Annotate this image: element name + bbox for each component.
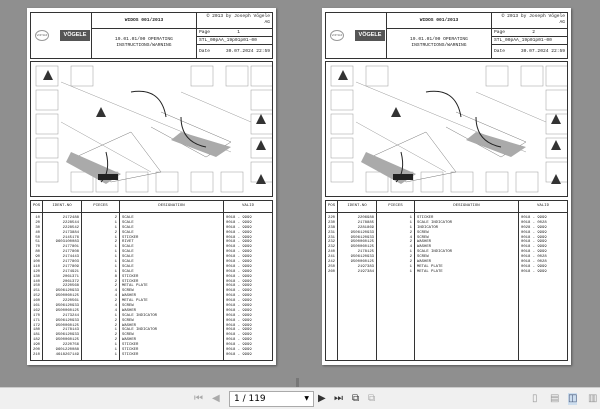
cell-pos: 100 [32,260,40,265]
cell-pieces: 1 [114,264,117,269]
cell-valid: 0018 - 0028 [521,220,547,225]
cell-pieces: 1 [409,216,412,220]
cell-designation: WASHER [122,323,137,328]
cell-designation: WASHER [417,260,432,265]
cell-valid: 0018 - 9999 [226,348,252,353]
subtitle-line1: 19.01.01/00 OPERATING [115,37,173,42]
cell-pieces: 4 [114,308,117,313]
document-title: WIDOS 001/2013 [387,13,491,29]
cell-pieces: 1 [114,328,117,333]
scrollbar-thumb[interactable] [296,378,299,387]
date-value: 30.07.2024 22:59 [225,48,270,54]
column-header-designation: DESIGNATION [120,201,224,212]
cell-pos: 232 [327,245,335,250]
cell-pieces: 2 [409,230,412,235]
cell-ident-no: 2061372 [62,279,79,284]
cell-designation: SCREW [417,235,429,240]
cell-valid: 0018 - 9999 [521,250,547,255]
cell-ident-no: 2173244 [62,313,79,318]
cell-designation: SCREW [417,230,429,235]
cell-ident-no: 2177801 [62,245,79,250]
two-page-icon[interactable]: ◫ [568,393,578,404]
cell-pieces: 1 [409,269,412,274]
next-page-icon[interactable]: ▶ [318,393,326,404]
wirtgen-seal-logo: WIRTGEN [330,30,344,41]
cell-valid: 0018 - 9999 [226,352,252,357]
cell-valid: 0028 - 9999 [521,225,547,230]
cell-valid: 0018 - 9999 [226,230,252,235]
figure-frame [30,61,273,197]
cell-valid: 0018 - 9999 [226,294,252,299]
cell-pieces: 2 [114,279,117,284]
cell-ident-no: 9500060125 [350,240,374,245]
cell-valid: 0018 - 9999 [521,245,547,250]
column-header-pieces: PIECES [82,201,120,212]
cell-pieces: 2 [114,284,117,289]
cell-designation: SCALE INDICATOR [122,313,158,318]
parts-table [325,200,568,361]
cell-designation: SCREW [417,255,429,260]
cell-ident-no: 2197383 [357,264,374,269]
cell-pos: 40 [35,230,40,235]
document-header [30,12,273,59]
cell-ident-no: 2197384 [357,269,374,274]
cell-pos: 181 [32,333,40,338]
cell-ident-no: 9506120933 [55,318,79,323]
cell-pos: 10 [35,216,40,220]
column-header-ident-no: IDENT-NO [43,201,82,212]
cell-valid: 0018 - 9999 [226,328,252,333]
cell-pos: 140 [32,279,40,284]
previous-page-icon[interactable]: ◀ [212,393,220,404]
cell-ident-no: 9500060125 [55,308,79,313]
cell-valid: 0018 - 9999 [226,333,252,338]
cell-designation: SCALE INDICATOR [417,220,453,225]
cell-ident-no: 9500060125 [350,260,374,265]
table-column [326,213,338,360]
cell-designation: SCALE INDICATOR [122,328,158,333]
cell-pieces: 4 [409,235,412,240]
cell-designation: RIVET [122,240,134,245]
cell-valid: 0018 - 9999 [521,269,547,274]
cell-pieces: 1 [114,260,117,265]
cell-designation: SCALE [122,225,134,230]
table-header [31,201,272,213]
cell-pos: 130 [32,274,40,279]
cell-designation: SCALE [122,220,134,225]
cell-ident-no: 2178885 [357,220,374,225]
cell-designation: METAL PLATE [122,299,148,304]
cell-pieces: 2 [114,240,117,245]
cell-pieces: 4 [114,304,117,309]
subtitle-line2: INSTRUCTIONS/WARNING [116,43,172,48]
cell-valid: 0018 - 9999 [226,343,252,348]
copyright: © 2013 by Joseph Vögele AG [206,14,270,25]
cell-designation: METAL PLATE [122,284,148,289]
exploded-view-illustration [31,62,272,196]
cell-pieces: 1 [114,255,117,260]
cell-pieces: 2 [409,255,412,260]
cell-ident-no: 9506120933 [55,333,79,338]
date-value: 30.07.2024 22:59 [520,48,565,54]
cell-pos: 150 [32,284,40,289]
table-header [326,201,567,213]
vogele-logo: VÖGELE [355,30,385,41]
cell-pos: 172 [32,323,40,328]
cell-pos: 182 [32,338,40,343]
cell-valid: 0018 - 0028 [521,255,547,260]
cell-valid: 0018 - 9999 [226,225,252,230]
column-header-pos: POS [326,201,338,212]
cell-ident-no: 9506120933 [350,255,374,260]
cell-pieces: 2 [409,240,412,245]
cell-valid: 0018 - 9999 [226,284,252,289]
cell-pos: 160 [32,299,40,304]
cell-pos: 120 [32,269,40,274]
cell-pos: 240 [327,250,335,255]
column-header-ident-no: IDENT-NO [338,201,377,212]
cell-pos: 242 [327,260,335,265]
cell-pos: 70 [35,245,40,250]
cell-valid: 0018 - 9999 [226,264,252,269]
table-column [377,213,415,360]
cell-pos: 200 [32,348,40,353]
cell-pos: 238 [327,225,335,230]
cell-pos: 180 [32,328,40,333]
cell-pieces: 1 [114,348,117,353]
cell-designation: SCREW [122,289,134,294]
cell-pos: 260 [327,269,335,274]
cell-ident-no: 9500060125 [55,294,79,299]
doc-code: STL_00pAA_19p01p01-00 [494,38,552,43]
cell-designation: SCALE [122,230,134,235]
figure-frame [325,61,568,197]
cell-ident-no: 2177809 [62,264,79,269]
cell-designation: INDICATOR [417,225,439,230]
cell-designation: SCREW [122,333,134,338]
doc-code: STL_00pAA_19p01p01-00 [199,38,257,43]
cell-ident-no: 2174921 [62,269,79,274]
logo-area [326,13,387,58]
cell-pos: 231 [327,230,335,235]
cell-pieces: 2 [114,230,117,235]
cell-valid: 0018 - 9999 [226,274,252,279]
cell-ident-no: 9506120933 [350,235,374,240]
cell-pos: 152 [32,294,40,299]
cell-pos: 241 [327,255,335,260]
first-page-icon[interactable]: ⏮ [194,393,203,404]
cell-valid: 0018 - 9999 [226,245,252,250]
cell-ident-no: 9603100083 [55,240,79,245]
cell-pos: 110 [32,264,40,269]
cell-designation: SCREW [122,318,134,323]
cell-valid: 0018 - 9999 [226,240,252,245]
cell-designation: WASHER [122,338,137,343]
parts-table [30,200,273,361]
column-header-pieces: PIECES [377,201,415,212]
cell-ident-no: 2220756 [62,343,79,348]
cell-designation: SCALE [122,250,134,255]
cell-pieces: 2 [114,338,117,343]
cell-ident-no: 2178125 [357,250,374,255]
column-header-designation: DESIGNATION [415,201,519,212]
cell-designation: STICKER [417,216,434,220]
cell-valid: 0018 - 9999 [226,323,252,328]
vogele-logo: VÖGELE [60,30,90,41]
cell-valid: 0018 - 9999 [521,264,547,269]
cell-pieces: 1 [114,269,117,274]
page-label: Page [494,30,506,35]
table-column [120,213,224,360]
cell-pos: 162 [32,308,40,313]
date-label: Date [494,48,506,54]
cell-pos: 80 [35,250,40,255]
cell-pieces: 2 [114,299,117,304]
cell-valid: 0018 - 9999 [226,318,252,323]
cell-pieces: 1 [114,343,117,348]
cell-designation: SCALE [122,255,134,260]
cell-valid: 0018 - 9999 [226,250,252,255]
cell-pieces: 2 [114,333,117,338]
cell-pos: 220 [327,216,335,220]
cell-pos: 190 [32,343,40,348]
cell-valid: 0018 - 9999 [226,216,252,220]
cell-ident-no: 9506120933 [350,230,374,235]
table-column [43,213,82,360]
cell-pos: 230 [327,220,335,225]
cell-valid: 0018 - 9999 [226,260,252,265]
document-header [325,12,568,59]
cell-pieces: 1 [114,225,117,230]
cell-ident-no: 2174443 [62,255,79,260]
table-column [31,213,43,360]
last-page-icon[interactable]: ⏭ [334,393,343,404]
page-value: 2 [532,30,535,35]
cell-designation: WASHER [417,240,432,245]
cell-designation: SCREW [122,304,134,309]
cell-valid: 0018 - 9999 [226,269,252,274]
cell-pieces: 1 [114,250,117,255]
cell-designation: SCALE INDICATOR [417,250,453,255]
cell-pieces: 1 [114,220,117,225]
page-number-input[interactable]: 1 / 119 ▼ [229,391,314,407]
cell-ident-no: 9500060125 [55,323,79,328]
cell-designation: STICKER [122,352,139,357]
cell-valid: 0018 - 9999 [226,235,252,240]
cell-designation: STICKER [122,343,139,348]
cell-ident-no: 2281869 [357,225,374,230]
cell-pieces: 2 [409,260,412,265]
cell-pieces: 8 [114,274,117,279]
table-column [82,213,120,360]
cell-pos: 210 [32,352,40,357]
cell-designation: SCALE [122,216,134,220]
single-page-icon[interactable]: ▯ [532,393,538,404]
cell-pieces: 4 [409,245,412,250]
pdf-page-2 [322,8,571,365]
subtitle-line2: INSTRUCTIONS/WARNING [411,43,467,48]
column-header-pos: POS [31,201,43,212]
fit-page-icon[interactable]: ⧉ [352,393,360,404]
cell-ident-no: 2220568 [62,284,79,289]
cell-pieces: 1 [114,245,117,250]
page-label: Page [199,30,211,35]
cell-ident-no: 9500060125 [350,245,374,250]
cell-ident-no: 2145176 [62,235,79,240]
cell-pieces: 4 [114,294,117,299]
table-column [519,213,567,360]
cell-pieces: 1 [409,250,412,255]
cell-pos: 170 [32,313,40,318]
cell-pieces: 2 [114,323,117,328]
cell-valid: 0018 - 9999 [226,255,252,260]
cell-valid: 0018 - 9999 [521,230,547,235]
cell-designation: METAL PLATE [417,269,443,274]
table-column [338,213,377,360]
cell-pieces: 1 [409,220,412,225]
cell-ident-no: 2178143 [62,328,79,333]
cell-pos: 250 [327,264,335,269]
cell-ident-no: 9500060125 [55,338,79,343]
cell-ident-no: 2173884 [62,230,79,235]
chevron-down-icon[interactable]: ▼ [304,395,309,402]
cell-pieces: 1 [409,225,412,230]
wirtgen-seal-logo: WIRTGEN [35,30,49,41]
column-header-valid: VALID [241,204,254,208]
exploded-view-illustration [326,62,567,196]
cell-ident-no: 2172488 [62,216,79,220]
cell-valid: 0018 - 0028 [521,260,547,265]
cell-ident-no: 2206988 [357,216,374,220]
cell-valid: 0018 - 9999 [226,279,252,284]
table-column [224,213,272,360]
cell-designation: WASHER [417,245,432,250]
document-title: WIDOS 001/2013 [92,13,196,29]
cell-pos: 231 [327,235,335,240]
cell-designation: STICKER [122,348,139,353]
pdf-toolbar [0,387,600,409]
cell-designation: STICKER [122,235,139,240]
cell-ident-no: 2177803 [62,260,79,265]
continuous-icon[interactable]: ▤ [550,393,560,404]
cell-pieces: 1 [114,313,117,318]
cell-pieces: 1 [114,352,117,357]
cell-pos: 51 [35,240,40,245]
page-value: 1 [237,30,240,35]
cell-designation: METAL PLATE [417,264,443,269]
cell-pieces: 2 [114,318,117,323]
cell-ident-no: 4618267149 [55,352,79,357]
cell-ident-no: 2177808 [62,250,79,255]
table-column [415,213,519,360]
copyright: © 2013 by Joseph Vögele AG [501,14,565,25]
cell-ident-no: 9506120933 [55,304,79,309]
two-page-continuous-icon[interactable]: ▥ [588,393,598,404]
date-label: Date [199,48,211,54]
cell-ident-no: 9506120933 [55,289,79,294]
cell-designation: WASHER [122,308,137,313]
cell-pos: 20 [35,220,40,225]
cell-pos: 151 [32,289,40,294]
cell-designation: SCALE [122,264,134,269]
logo-area [31,13,92,58]
cell-pieces: 1 [409,264,412,269]
column-header-valid: VALID [536,204,549,208]
cell-pos: 50 [35,235,40,240]
cell-pos: 90 [35,255,40,260]
cell-designation: SCALE [122,269,134,274]
cell-valid: 0018 - 9999 [521,240,547,245]
cell-ident-no: 9601220088 [55,348,79,353]
cell-ident-no: 2220561 [62,299,79,304]
cell-designation: STICKER [122,274,139,279]
cell-valid: 0018 - 9999 [521,235,547,240]
cell-pieces: 1 [114,235,117,240]
cell-valid: 0018 - 9999 [226,338,252,343]
cell-pieces: 4 [114,289,117,294]
cell-valid: 0018 - 9999 [226,220,252,225]
cell-designation: SCALE [122,260,134,265]
cell-ident-no: 2228542 [62,225,79,230]
cell-valid: 0018 - 9999 [226,308,252,313]
cell-ident-no: 2061371 [62,274,79,279]
cell-pieces: 2 [114,216,117,220]
cell-valid: 0018 - 9999 [226,289,252,294]
cell-pos: 30 [35,225,40,230]
cell-pos: 171 [32,318,40,323]
cell-designation: SCALE [122,245,134,250]
cell-designation: WASHER [122,294,137,299]
fit-width-icon[interactable]: ⧉ [368,393,376,404]
cell-designation: STICKER [122,279,139,284]
cell-valid: 0018 - 9999 [226,299,252,304]
cell-pos: 232 [327,240,335,245]
pdf-page-1 [27,8,276,365]
cell-valid: 0018 - 9999 [226,313,252,318]
subtitle-line1: 19.01.01/00 OPERATING [410,37,468,42]
cell-valid: 0018 - 9999 [226,304,252,309]
cell-valid: 0018 - 9999 [521,216,547,220]
cell-pos: 161 [32,304,40,309]
cell-ident-no: 2228544 [62,220,79,225]
